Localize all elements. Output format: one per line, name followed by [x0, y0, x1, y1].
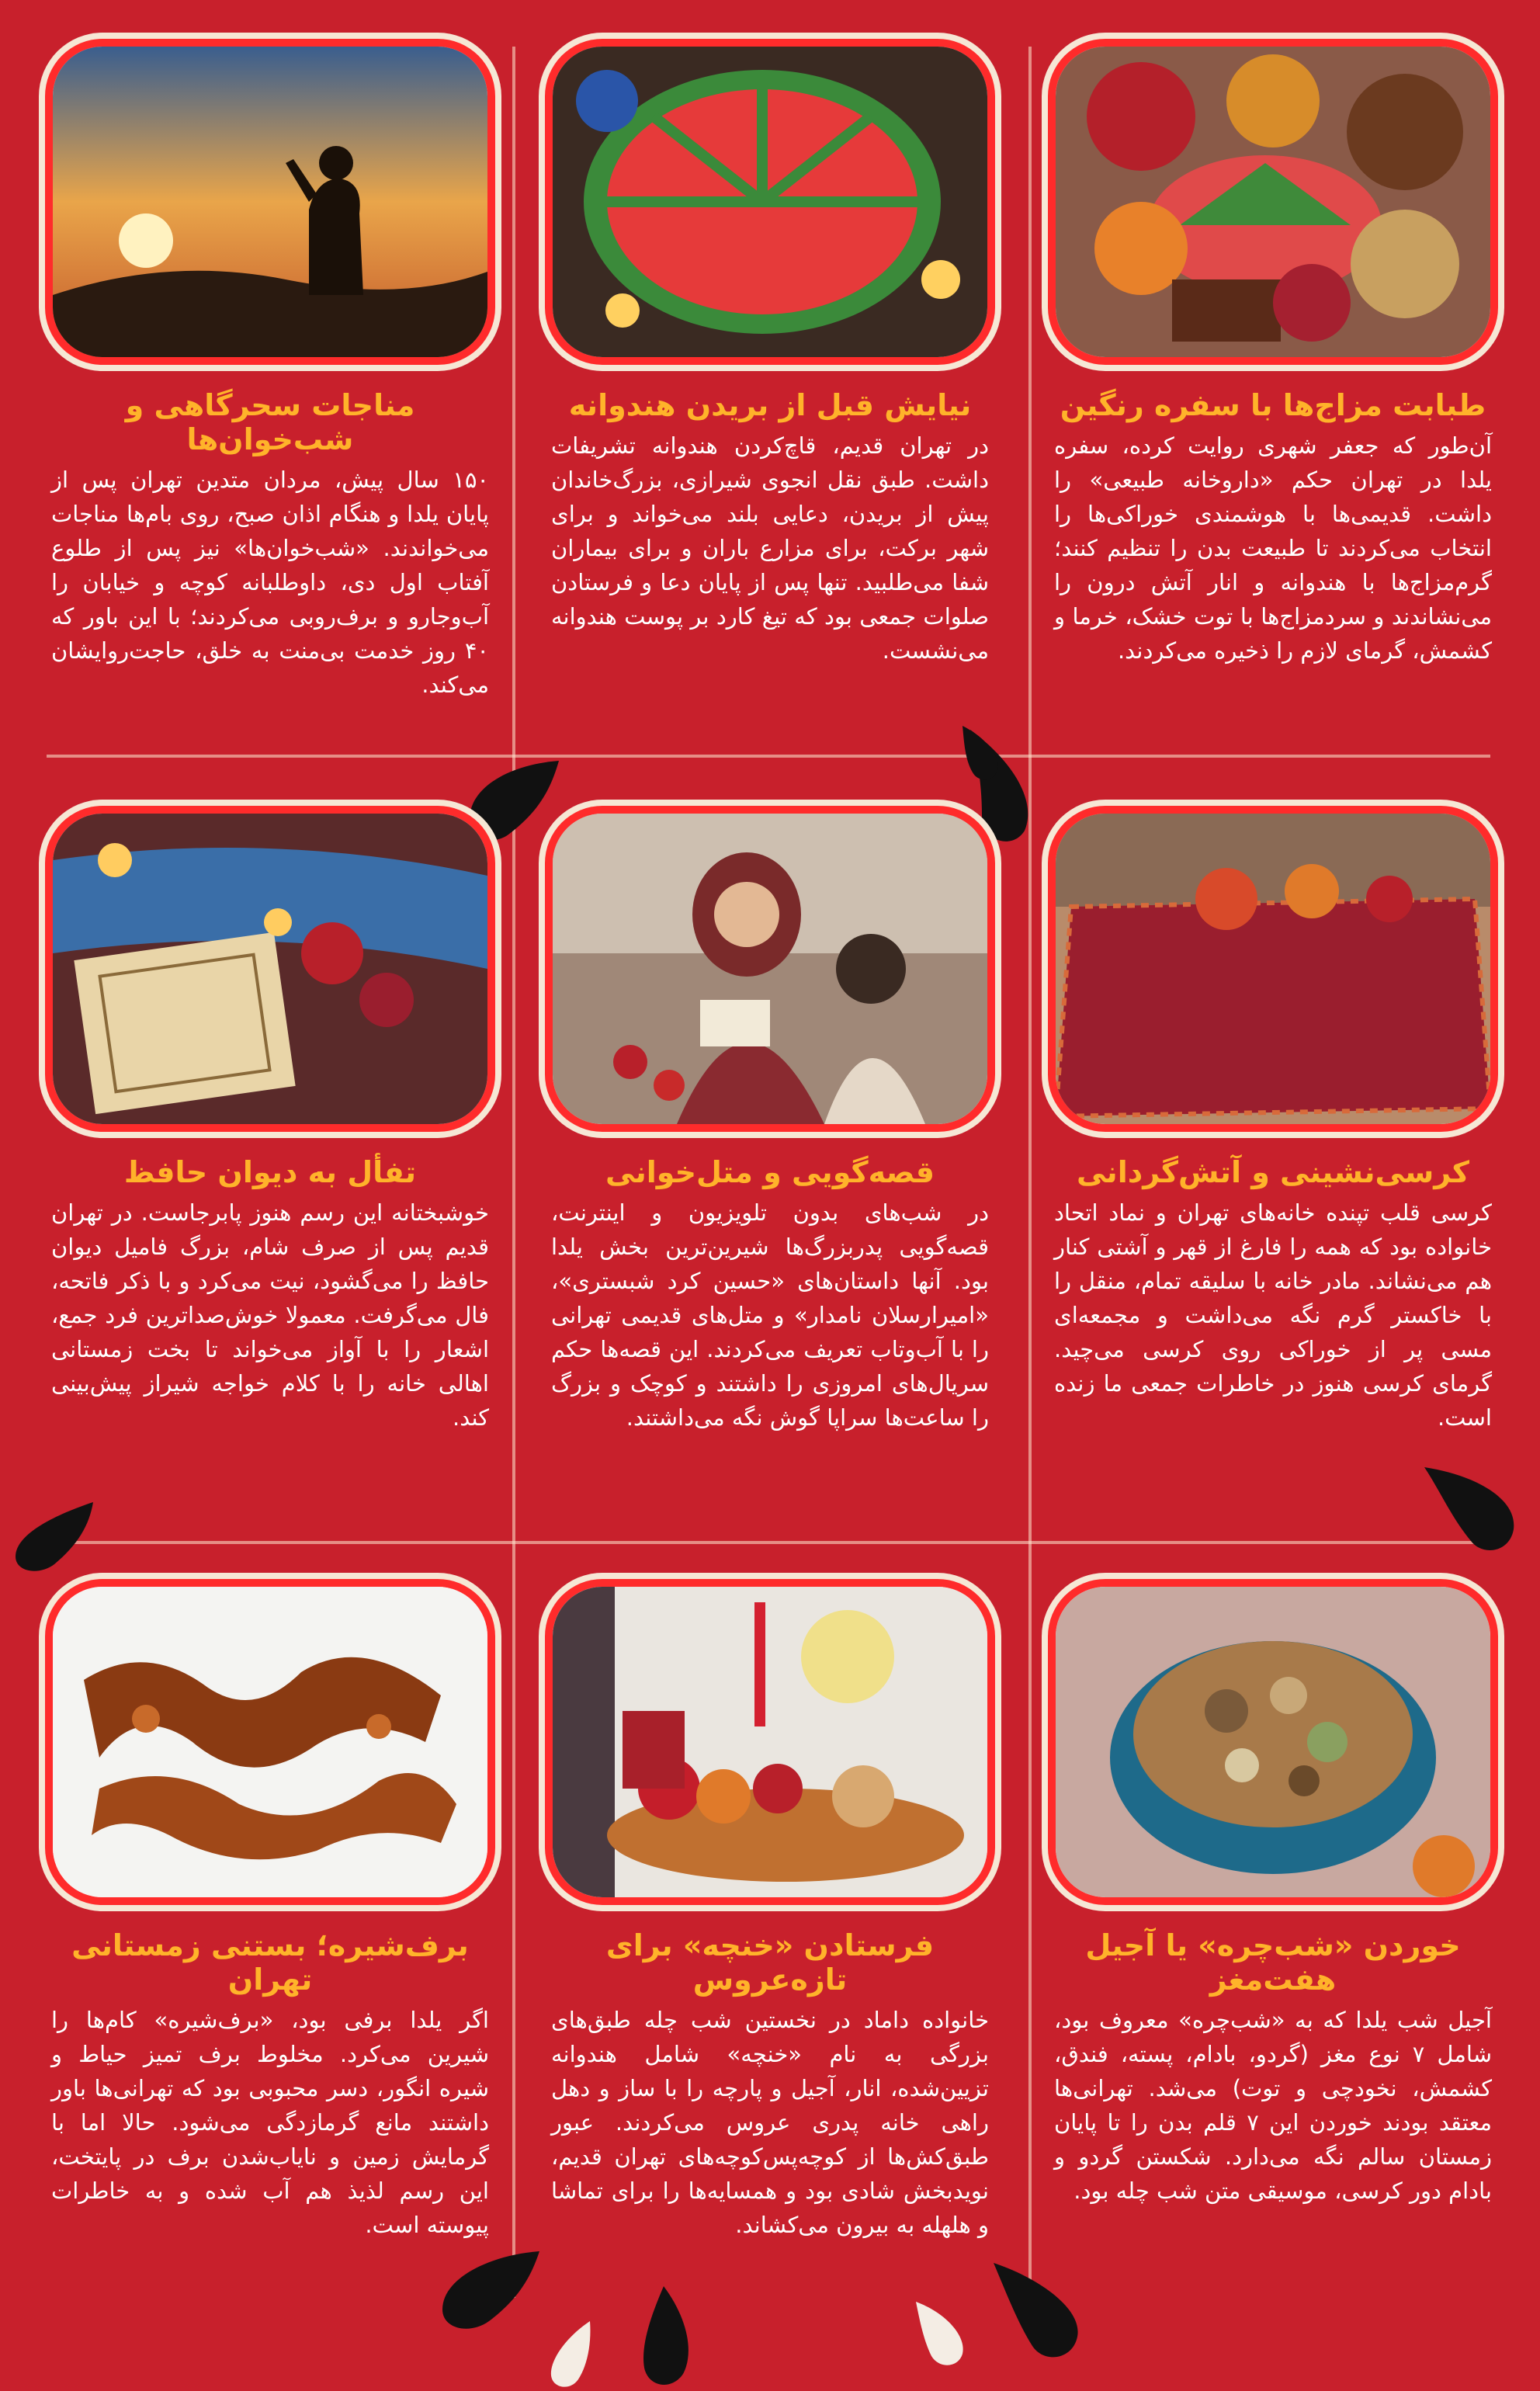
seed-drop-icon: [629, 2282, 699, 2391]
card-body: آن‌طور که جعفر شهری روایت کرده، سفره یلدا در تهران حکم «داروخانه طبیعی» را داشت. قدیمی‌ها با هوشمندی خوراکی‌ها را انتخاب می‌کردند تا طبیعت بدن را تنظیم کنند؛ گرم‌مزاج‌ها با هندوانه و انار آتش درون را می‌نشاندند و سردمزاج‌ها با توت خشک، خرما و کشمش، گرمای لازم را ذخیره می‌کردند.: [1054, 432, 1492, 664]
card-khoncheh: [537, 1587, 1003, 2242]
yalda-spread-photo: [1056, 47, 1490, 357]
card-body: آجیل شب یلدا که به «شب‌چره» معروف بود، شامل ۷ نوع مغز (گردو، بادام، پسته، فندق، کشمش، نخودچی و توت) می‌شد. تهرانی‌ها معتقد بودند خوردن این ۷ قلم بدن را تا پایان زمستان سالم نگه می‌دارد. شکستن گردو و بادام دور کرسی، موسیقی متن شب چله بود.: [1054, 2007, 1492, 2204]
card-body: خوشبختانه این رسم هنوز پابرجاست. در تهران قدیم پس از صرف شام، بزرگ فامیل دیوان حافظ را می‌گشود، نیت می‌کرد و با ذکر فاتحه، فال می‌گرفت. معمولا خوش‌صداترین فرد جمع، اشعار را با آواز می‌خواند تا بخت زمستانی اهالی خانه را با کلام خواجه شیراز پیش‌بینی کند.: [51, 1199, 489, 1431]
card-body: اگر یلدا برفی بود، «برف‌شیره» کام‌ها را شیرین می‌کرد. مخلوط برف تمیز حیاط و شیره انگور، دسر محبوبی بود که تهرانی‌ها باور داشتند مانع گرمازدگی می‌شود. حالا اما با گرمایش زمین و نایاب‌شدن برف در پایتخت، این رسم لذیذ هم آب شده و به خاطرات پیوسته است.: [51, 2007, 489, 2238]
seed-drop-icon: [12, 1498, 97, 1576]
row-divider: [47, 755, 1490, 758]
barf-shireh-photo: [53, 1587, 487, 1897]
card-korsi: [1040, 814, 1506, 1435]
seed-drop-icon: [908, 2298, 970, 2368]
card-body: در شب‌های بدون تلویزیون و اینترنت، قصه‌گویی پدربزرگ‌ها شیرین‌ترین بخش یلدا بود. آنها داستان‌های «حسین کرد شبستری»، «امیرارسلان نامدار» و متل‌های قدیمی تهرانی را با آب‌وتاب تعریف می‌کردند. این قصه‌ها حکم سریال‌های امروزی را داشتند و کوچک و بزرگ را ساعت‌ها سراپا گوش نگه می‌داشتند.: [551, 1199, 989, 1431]
card-title: برف‌شیره؛ بستنی زمستانی تهران: [71, 1928, 469, 1997]
hafez-photo: [53, 814, 487, 1124]
row-divider: [47, 1541, 1490, 1544]
column-divider: [512, 47, 515, 2298]
storytelling-photo: [553, 814, 987, 1124]
card-body: کرسی قلب تپنده خانه‌های تهران و نماد اتحاد خانواده بود که همه را فارغ از قهر و آشتی کنار هم می‌نشاند. مادر خانه با سلیقه تمام، منقل را با خاکستر گرم نگه می‌داشت و مجمعه‌ای مسی پر از خوراکی روی کرسی می‌چید. گرمای کرسی هنوز در خاطرات جمعی ما زنده است.: [1054, 1199, 1492, 1431]
nuts-photo: [1056, 1587, 1490, 1897]
korsi-photo: [1056, 814, 1490, 1124]
card-title: خوردن «شب‌چره» یا آجیل هفت‌مغز: [1085, 1928, 1461, 1997]
seed-drop-icon: [951, 722, 1005, 784]
card-title: تفأل به دیوان حافظ: [123, 1155, 417, 1189]
card-niyayesh-hendevaneh: [537, 47, 1003, 668]
card-monajat: [37, 47, 503, 702]
card-title: کرسی‌نشینی و آتش‌گردانی: [1076, 1155, 1470, 1189]
card-title: فرستادن «خنچه» برای تازه‌عروس: [605, 1928, 935, 1997]
card-title: قصه‌گویی و متل‌خوانی: [605, 1155, 935, 1189]
card-ghesse-gooyi: [537, 814, 1003, 1435]
card-title: مناجات سحرگاهی و شب‌خوان‌ها: [125, 388, 415, 456]
seed-drop-icon: [1420, 1459, 1521, 1560]
card-title: طبابت مزاج‌ها با سفره رنگین: [1060, 388, 1486, 422]
card-shab-chereh: [1040, 1587, 1506, 2208]
card-title: نیایش قبل از بریدن هندوانه: [568, 388, 972, 422]
card-body: در تهران قدیم، قاچ‌کردن هندوانه تشریفات داشت. طبق نقل انجوی شیرازی، بزرگ‌خاندان پیش از بریدن، دعایی بلند می‌خواند و برای شهر برکت، برای مزارع باران و برای بیماران شفا می‌طلبید. تنها پس از پایان دعا و فرستادن صلوات جمعی بود که تیغ کارد بر پوست هندوانه می‌نشست.: [551, 432, 989, 664]
card-body: ۱۵۰ سال پیش، مردان متدین تهران پس از پایان یلدا و هنگام اذان صبح، روی بام‌ها مناجات می‌خواندند. «شب‌خوان‌ها» نیز پس از طلوع آفتاب اول دی، داوطلبانه کوچه و خیابان را آب‌وجارو و برف‌روبی می‌کردند؛ با این باور که ۴۰ روز خدمت بی‌منت به خلق، حاجت‌روایشان می‌کند.: [51, 467, 489, 698]
watermelon-photo: [553, 47, 987, 357]
card-body: خانواده داماد در نخستین شب چله طبق‌های بزرگی به نام «خنچه» شامل هندوانه تزیین‌شده، انار، آجیل و پارچه را با ساز و دهل راهی خانه پدری عروس می‌کردند. عبور طبق‌کش‌ها از کوچه‌پس‌کوچه‌های تهران قدیم، نویدبخش شادی بود و همسایه‌ها را برای تماشا و هلهله به بیرون می‌کشاند.: [551, 2007, 989, 2238]
khoncheh-photo: [553, 1587, 987, 1897]
prayer-photo: [53, 47, 487, 357]
column-divider: [1028, 47, 1032, 2298]
card-hafez: [37, 814, 503, 1435]
card-barf-shireh: [37, 1587, 503, 2242]
card-tabat-mezaj: [1040, 47, 1506, 668]
seed-drop-icon: [435, 2244, 543, 2337]
seed-drop-icon: [986, 2259, 1087, 2368]
seed-drop-icon: [543, 2317, 598, 2391]
